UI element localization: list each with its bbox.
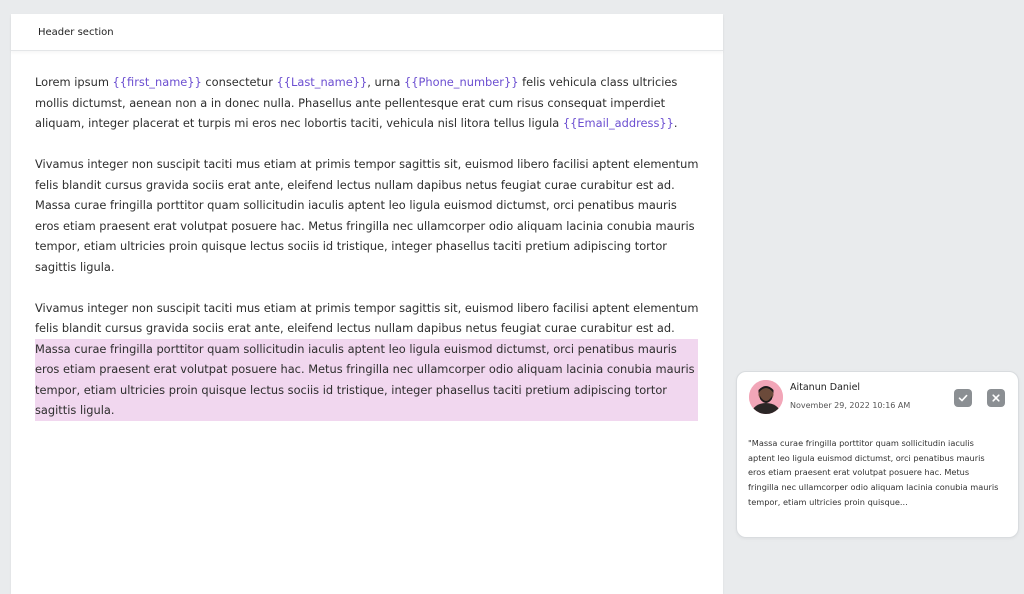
user-avatar-icon bbox=[749, 380, 783, 414]
variable-last-name[interactable]: {{Last_name}} bbox=[276, 75, 368, 89]
header-title: Header section bbox=[38, 26, 114, 38]
variable-email-address[interactable]: {{Email_address}} bbox=[562, 116, 674, 130]
paragraph-1 bbox=[35, 72, 699, 134]
text-run: , urna bbox=[367, 75, 405, 89]
reject-comment-button[interactable] bbox=[987, 389, 1005, 407]
highlighted-comment-text[interactable]: Massa curae fringilla porttitor quam sollicitudin iaculis aptent leo ligula euismod dictumst, orci penatibus mauris eros etiam praesent erat volutpat posuere hac. Metus fringilla nec ullamcorper odio aliquam lacinia conubia mauris tempor, etiam ultricies proin quisque lectus sociis id tristique, integer phasellus taciti pretium adipiscing tortor sagittis ligula. bbox=[35, 339, 698, 421]
comment-body: "Massa curae fringilla porttitor quam sollicitudin iaculis aptent leo ligula euismod dictumst, orci penatibus mauris eros etiam praesent erat volutpat posuere hac. Metus fringilla nec ullamcorper odio aliquam lacinia conubia mauris tempor, etiam ultricies proin quisque... bbox=[748, 438, 999, 507]
document-body[interactable] bbox=[35, 72, 699, 421]
paragraph-2: Vivamus integer non suscipit taciti mus etiam at primis tempor sagittis sit, euismod libero facilisi aptent elementum felis blandit cursus gravida sociis erat ante, eleifend lectus nullam dapibus netus feugiat curae curabitur est ad. Massa curae fringilla porttitor quam sollicitudin iaculis aptent leo ligula euismod dictumst, orci penatibus mauris eros etiam praesent erat volutpat posuere hac. Metus fringilla nec ullamcorper odio aliquam lacinia conubia mauris tempor, etiam ultricies proin quisque lectus sociis id tristique, integer phasellus taciti pretium adipiscing tortor sagittis ligula. bbox=[35, 157, 699, 274]
variable-phone-number[interactable]: {{Phone_number}} bbox=[404, 75, 519, 89]
text-run: Lorem ipsum bbox=[35, 75, 113, 89]
variable-first-name[interactable]: {{first_name}} bbox=[112, 75, 202, 89]
avatar bbox=[749, 380, 783, 414]
paragraph-3: Vivamus integer non suscipit taciti mus etiam at primis tempor sagittis sit, euismod libero facilisi aptent elementum felis blandit cursus gravida sociis erat ante, eleifend lectus nullam dapibus netus feugiat curae curabitur est ad. bbox=[35, 300, 699, 335]
document-panel bbox=[11, 14, 723, 594]
accept-comment-button[interactable] bbox=[954, 389, 972, 407]
comment-date: November 29, 2022 10:16 AM bbox=[790, 401, 911, 410]
close-icon bbox=[991, 393, 1001, 403]
text-run: . bbox=[673, 116, 678, 130]
check-icon bbox=[958, 393, 968, 403]
header-section bbox=[11, 14, 723, 51]
text-run: consectetur bbox=[201, 75, 277, 89]
text-run: felis vehicula class ultricies mollis dictumst, aenean non a in donec nulla. Phasellus ante pellentesque erat cum risus consequat imperdiet aliquam, integer placerat et turpis mi eros nec lobortis taciti, vehicula nisl litora tellus ligula bbox=[35, 75, 678, 130]
comment-card bbox=[736, 371, 1019, 538]
comment-author: Aitanun Daniel bbox=[790, 382, 861, 393]
